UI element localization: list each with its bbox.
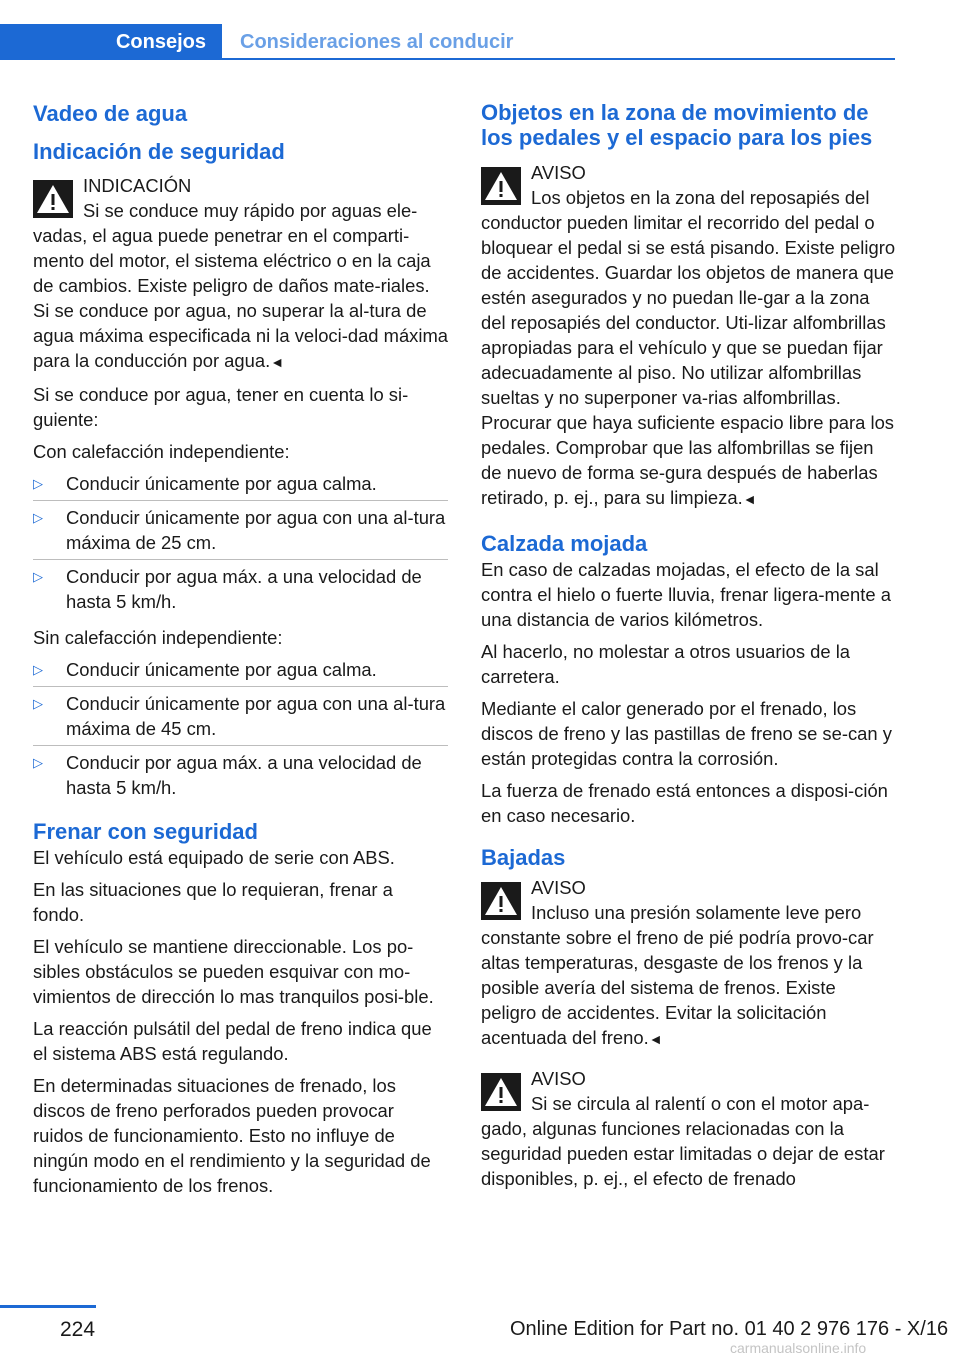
paragraph: El vehículo está equipado de serie con ABS. — [33, 847, 395, 868]
bullet-triangle-icon: ▷ — [33, 755, 43, 770]
warning-triangle-icon — [33, 180, 73, 218]
header-divider — [222, 58, 895, 60]
end-mark-icon: ◄ — [270, 354, 285, 370]
list-item: ▷ Conducir únicamente por agua calma. — [33, 471, 448, 501]
warning-triangle-icon — [481, 882, 521, 920]
heading-bajadas: Bajadas — [481, 845, 566, 870]
paragraph: La reacción pulsátil del pedal de freno indica que el sistema ABS está regulando. — [33, 1018, 432, 1064]
bullet-list — [33, 657, 448, 804]
tab-consideraciones[interactable]: Consideraciones al conducir — [240, 30, 514, 53]
list-item: ▷ Conducir únicamente por agua con una al-tura máxima de 45 cm. — [33, 691, 448, 746]
warning-block — [481, 1066, 896, 1191]
tab-consejos[interactable]: Consejos — [0, 24, 222, 60]
paragraph: En determinadas situaciones de frenado, los discos de freno perforados pueden provocar ruidos de funcionamiento. Esto no influye de ningún modo en el rendimiento y la seguridad de funcionamiento de los frenos. — [33, 1075, 431, 1196]
warning-text: Incluso una presión solamente leve pero constante sobre el freno de pié podría provo-car altas temperaturas, desgaste de los frenos y la posible avería del sistema de frenos. Existe peligro de accidentes. Evitar la solicitación acentuada del freno. — [481, 902, 874, 1048]
paragraph: Con calefacción independiente: — [33, 441, 290, 462]
paragraph: Si se conduce por agua, tener en cuenta lo si-guiente: — [33, 384, 409, 430]
warning-block — [33, 173, 448, 375]
warning-text: Si se conduce muy rápido por aguas ele-vadas, el agua puede penetrar en el comparti-mento del motor, el sistema eléctrico o en la caja de cambios. Existe peligro de daños mate-riales. Si se conduce por agua, no superar la al-tura de agua máxima especificada ni la veloci-dad máxima para la conducción por agua. — [33, 200, 449, 371]
heading-vadeo: Vadeo de agua — [33, 101, 188, 126]
list-item: ▷ Conducir por agua máx. a una velocidad de hasta 5 km/h. — [33, 752, 422, 798]
warning-triangle-icon — [481, 167, 521, 205]
list-item: ▷ Conducir por agua máx. a una velocidad de hasta 5 km/h. — [33, 566, 422, 612]
bullet-triangle-icon: ▷ — [33, 696, 43, 711]
paragraph: En las situaciones que lo requieran, frenar a fondo. — [33, 879, 393, 925]
warning-title: INDICACIÓN — [83, 175, 192, 196]
edition-text: Online Edition for Part no. 01 40 2 976 176 - X/16 — [510, 1318, 949, 1340]
warning-block — [481, 875, 896, 1052]
page-header — [0, 24, 895, 62]
right-column — [481, 100, 896, 1198]
warning-text: Si se circula al ralentí o con el motor apa-gado, algunas funciones relacionadas con la seguridad pueden estar limitadas o dejar de estar disponibles, p. ej., el efecto de frenado — [481, 1093, 885, 1189]
heading-calzada: Calzada mojada — [481, 531, 648, 556]
paragraph: El vehículo se mantiene direccionable. Los po-sibles obstáculos se pueden esquivar con mo-vimientos de dirección lo mas tranquilos posi-ble. — [33, 936, 434, 1007]
page-number: 224 — [60, 1318, 96, 1341]
paragraph: En caso de calzadas mojadas, el efecto de la sal contra el hielo o fuerte lluvia, frenar ligera-mente a una distancia de varios kilómetros. — [481, 559, 891, 630]
warning-title: AVISO — [531, 162, 586, 183]
list-item: ▷ Conducir únicamente por agua calma. — [33, 657, 448, 687]
footer-divider — [0, 1305, 96, 1308]
heading-indicacion: Indicación de seguridad — [33, 139, 285, 164]
warning-block — [481, 160, 896, 512]
bullet-triangle-icon: ▷ — [33, 510, 43, 525]
heading-objetos: Objetos en la zona de movimiento de los pedales y el espacio para los pies — [481, 100, 873, 150]
bullet-triangle-icon: ▷ — [33, 476, 43, 491]
warning-text: Los objetos en la zona del reposapiés del conductor pueden limitar el recorrido del pedal o bloquear el pedal si se está pisando. Existe peligro de accidentes. Guardar los objetos de manera que estén asegurados y no puedan lle-gar a la zona del reposapiés del conductor. Uti-lizar alfombrillas apropiadas para el vehículo y que se puedan fijar adecuadamente al piso. No utilizar alfombrillas sueltas y no superponer va-rias alfombrillas. Procurar que haya suficiente espacio libre para los pedales. Comprobar que las alfombrillas se fijen de nuevo de forma se-gura después de haberlas retirado, p. ej., para su limpieza. — [481, 187, 896, 508]
bullet-list — [33, 471, 448, 618]
list-item: ▷ Conducir únicamente por agua con una al-tura máxima de 25 cm. — [33, 505, 448, 560]
paragraph: Al hacerlo, no molestar a otros usuarios de la carretera. — [481, 641, 851, 687]
heading-frenar: Frenar con seguridad — [33, 819, 258, 844]
warning-triangle-icon — [481, 1073, 521, 1111]
paragraph: La fuerza de frenado está entonces a disposi-ción en caso necesario. — [481, 780, 888, 826]
end-mark-icon: ◄ — [742, 491, 757, 507]
end-mark-icon: ◄ — [648, 1031, 663, 1047]
paragraph: Sin calefacción independiente: — [33, 627, 283, 648]
warning-title: AVISO — [531, 877, 586, 898]
warning-title: AVISO — [531, 1068, 586, 1089]
watermark: carmanualsonline.info — [730, 1340, 867, 1356]
bullet-triangle-icon: ▷ — [33, 662, 43, 677]
left-column — [33, 100, 448, 1205]
paragraph: Mediante el calor generado por el frenado, los discos de freno y las pastillas de freno se se-can y están protegidas contra la corrosión. — [481, 698, 892, 769]
bullet-triangle-icon: ▷ — [33, 569, 43, 584]
